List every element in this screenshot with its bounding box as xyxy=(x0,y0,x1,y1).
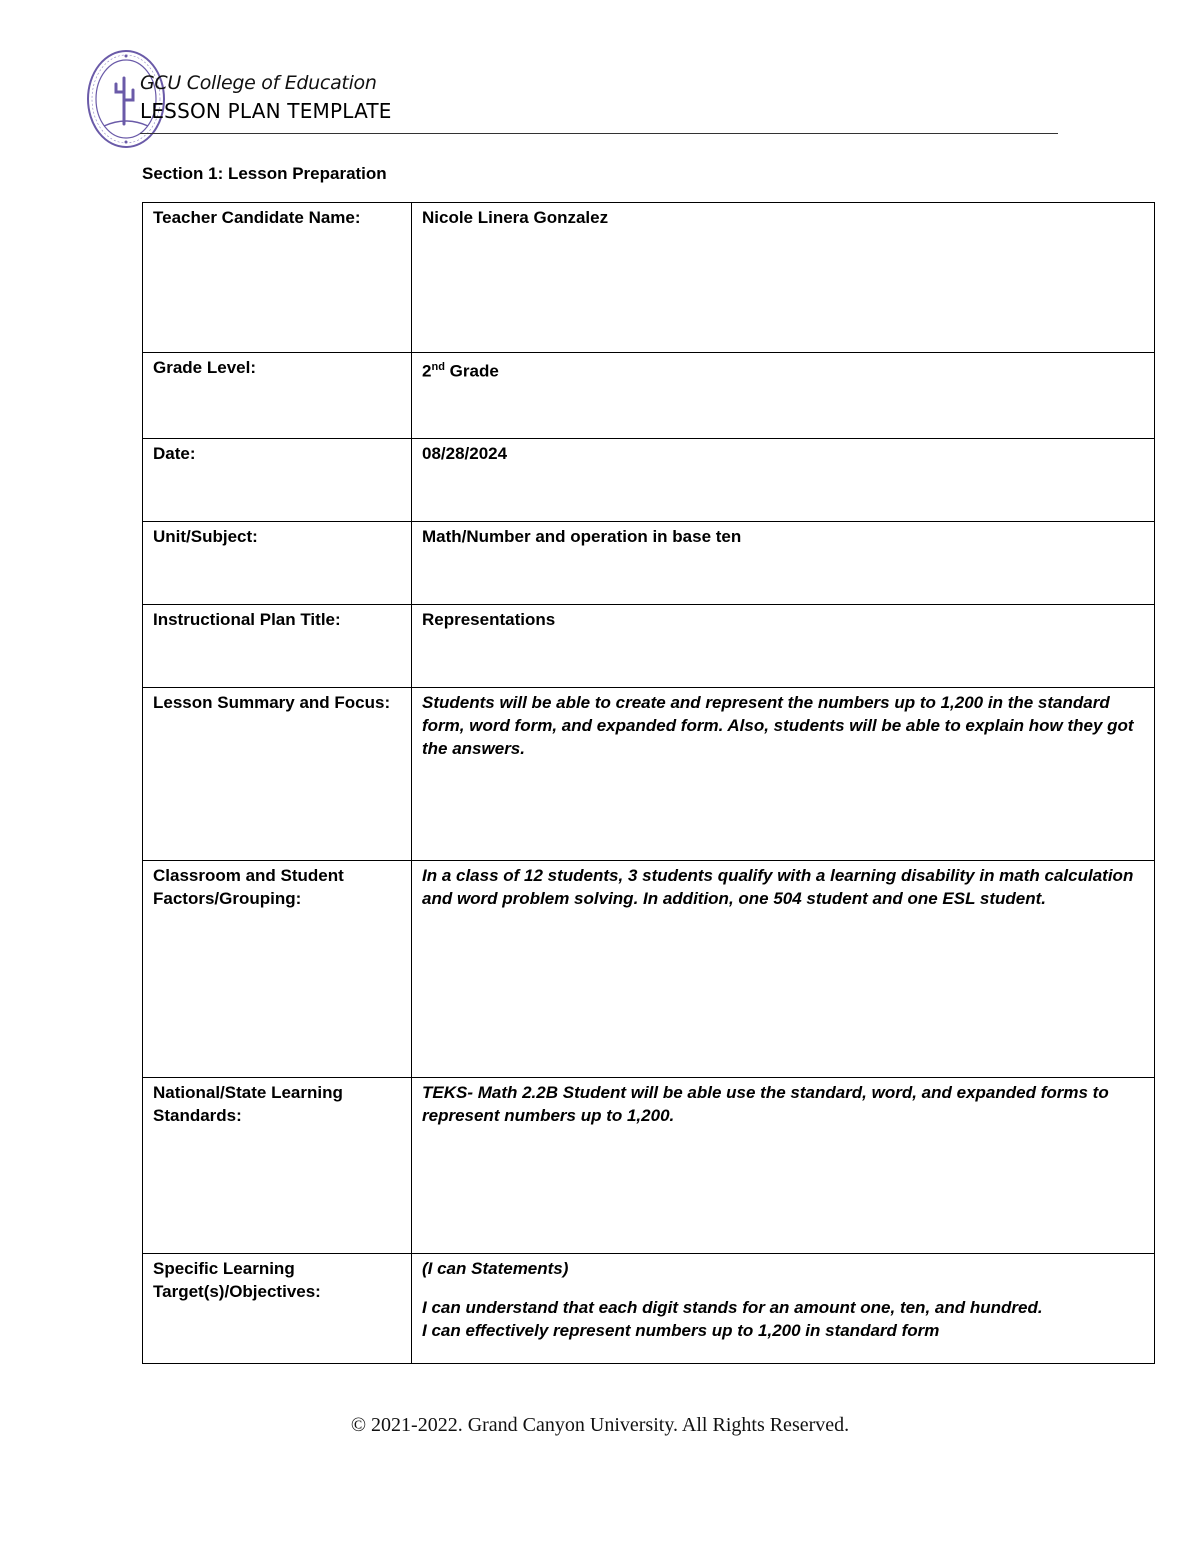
table-row xyxy=(143,861,1155,1078)
row-label-objectives: Specific Learning Target(s)/Objectives: xyxy=(143,1254,412,1364)
section-heading: Section 1: Lesson Preparation xyxy=(142,164,387,183)
row-label-unit: Unit/Subject: xyxy=(143,522,412,605)
row-value-title: Representations xyxy=(412,605,1155,688)
row-label-factors: Classroom and Student Factors/Grouping: xyxy=(143,861,412,1078)
table-row xyxy=(143,203,1155,353)
row-label-grade: Grade Level: xyxy=(143,353,412,439)
table-row xyxy=(143,439,1155,522)
table-row xyxy=(143,1254,1155,1364)
grade-number: 2 xyxy=(422,361,432,381)
row-value-teacher: Nicole Linera Gonzalez xyxy=(412,203,1155,353)
row-value-grade xyxy=(412,353,1155,439)
copyright-footer: © 2021-2022. Grand Canyon University. All Rights Reserved. xyxy=(350,1414,850,1436)
row-value-unit: Math/Number and operation in base ten xyxy=(412,522,1155,605)
row-value-factors: In a class of 12 students, 3 students qualify with a learning disability in math calculation and word problem solving. In addition, one 504 student and one ESL student. xyxy=(412,861,1155,1078)
header xyxy=(140,74,392,121)
objectives-heading: (I can Statements) xyxy=(422,1259,569,1278)
lesson-preparation-table xyxy=(142,202,1155,1364)
table-row xyxy=(143,688,1155,861)
row-label-standards: National/State Learning Standards: xyxy=(143,1078,412,1254)
table-row xyxy=(143,522,1155,605)
row-label-date: Date: xyxy=(143,439,412,522)
table-row xyxy=(143,1078,1155,1254)
row-label-teacher: Teacher Candidate Name: xyxy=(143,203,412,353)
table-row xyxy=(143,353,1155,439)
college-name: GCU College of Education xyxy=(140,72,377,94)
grade-suffix: Grade xyxy=(444,361,499,381)
row-value-standards: TEKS- Math 2.2B Student will be able use the standard, word, and expanded forms to represent numbers up to 1,200. xyxy=(412,1078,1155,1254)
row-value-objectives xyxy=(412,1254,1155,1364)
grade-ordinal: nd xyxy=(431,361,445,373)
table-row xyxy=(143,605,1155,688)
objective-statement: I can effectively represent numbers up to 1,200 in standard form xyxy=(422,1321,940,1340)
header-divider xyxy=(140,133,1058,134)
row-label-title: Instructional Plan Title: xyxy=(143,605,412,688)
row-value-summary: Students will be able to create and represent the numbers up to 1,200 in the standard form, word form, and expanded form. Also, students will be able to explain how they got the answers. xyxy=(412,688,1155,861)
document-title: LESSON PLAN TEMPLATE xyxy=(140,99,392,123)
objectives-spacer xyxy=(422,1280,1144,1296)
row-value-date: 08/28/2024 xyxy=(412,439,1155,522)
row-label-summary: Lesson Summary and Focus: xyxy=(143,688,412,861)
objective-statement: I can understand that each digit stands for an amount one, ten, and hundred. xyxy=(422,1298,1043,1317)
